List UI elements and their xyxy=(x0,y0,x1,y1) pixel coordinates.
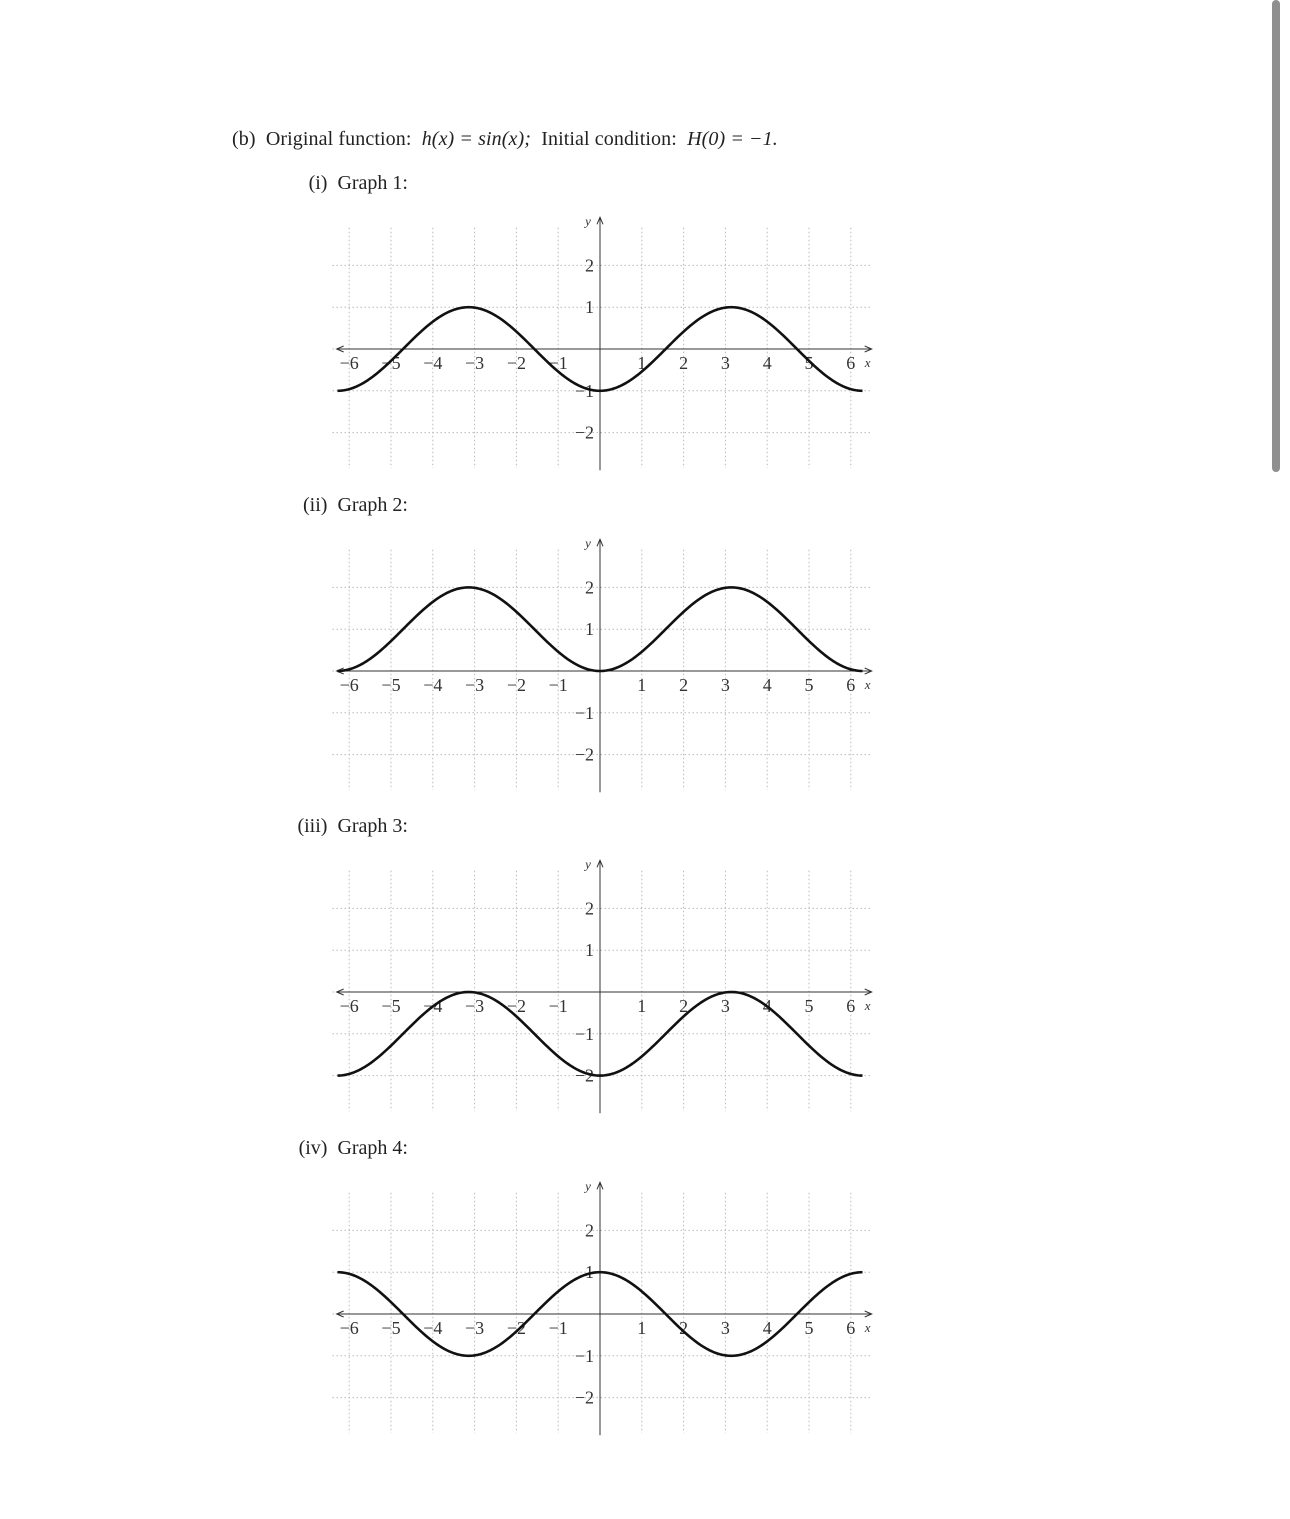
graph-1 xyxy=(320,210,880,480)
x-tick-label: 1 xyxy=(637,996,647,1016)
x-tick-label: −4 xyxy=(423,1318,443,1338)
x-tick-label: 5 xyxy=(804,675,814,695)
x-tick-label: −1 xyxy=(548,996,568,1016)
x-tick-label: 3 xyxy=(720,1318,730,1338)
x-tick-label: 2 xyxy=(679,1318,689,1338)
x-tick-label: 5 xyxy=(804,353,814,373)
x-tick-label: −4 xyxy=(423,353,443,373)
x-tick-label: −2 xyxy=(506,675,526,695)
vertical-scrollbar[interactable] xyxy=(1272,0,1280,472)
x-tick-label: −2 xyxy=(506,996,526,1016)
condition-prefix: Initial condition: xyxy=(541,128,677,150)
graph-1-svg xyxy=(320,210,880,480)
condition-expression: H(0) = −1. xyxy=(687,128,778,150)
graph-4-title: Graph 4: xyxy=(337,1137,408,1159)
y-tick-label: 2 xyxy=(585,577,594,598)
graph-4-label: (iv) xyxy=(298,1137,328,1159)
y-tick-label: −2 xyxy=(574,744,594,765)
y-tick-label: −1 xyxy=(574,1345,594,1366)
y-axis-label: y xyxy=(585,856,591,872)
y-tick-label: −2 xyxy=(574,422,594,443)
graph-3 xyxy=(320,853,880,1123)
graph-2-svg xyxy=(320,532,880,802)
graph-1-label: (i) xyxy=(308,172,328,194)
x-tick-label: −3 xyxy=(465,675,485,695)
y-tick-label: 1 xyxy=(585,940,594,961)
problem-statement xyxy=(232,128,778,151)
x-tick-label: 3 xyxy=(720,675,730,695)
y-tick-label: −2 xyxy=(574,1387,594,1408)
graph-3-heading xyxy=(278,815,408,838)
x-tick-label: 1 xyxy=(637,675,647,695)
graph-2 xyxy=(320,532,880,802)
y-tick-label: 2 xyxy=(585,898,594,919)
graph-3-label: (iii) xyxy=(297,815,328,837)
x-tick-label: 4 xyxy=(762,996,772,1016)
x-tick-label: −4 xyxy=(423,996,443,1016)
graph-2-label: (ii) xyxy=(303,494,328,516)
problem-text-prefix: Original function: xyxy=(265,128,412,150)
x-tick-label: −2 xyxy=(506,353,526,373)
y-tick-label: −1 xyxy=(574,380,594,401)
x-axis-label: x xyxy=(864,1320,871,1335)
graph-2-heading xyxy=(278,494,408,517)
y-tick-label: −2 xyxy=(574,1065,594,1086)
x-tick-label: −6 xyxy=(339,996,359,1016)
x-tick-label: 4 xyxy=(762,353,772,373)
x-tick-label: −5 xyxy=(381,675,401,695)
graph-4-svg xyxy=(320,1175,880,1445)
y-tick-label: 1 xyxy=(585,619,594,640)
graph-3-title: Graph 3: xyxy=(337,815,408,837)
x-tick-label: −2 xyxy=(506,1318,526,1338)
x-tick-label: 2 xyxy=(679,996,689,1016)
graph-4 xyxy=(320,1175,880,1445)
x-tick-label: 3 xyxy=(720,353,730,373)
y-tick-label: 1 xyxy=(585,1262,594,1283)
x-tick-label: 4 xyxy=(762,1318,772,1338)
y-axis-label: y xyxy=(585,535,591,551)
x-tick-label: −1 xyxy=(548,675,568,695)
x-tick-label: −6 xyxy=(339,353,359,373)
x-tick-label: 2 xyxy=(679,675,689,695)
y-tick-label: 2 xyxy=(585,255,594,276)
x-tick-label: −1 xyxy=(548,1318,568,1338)
x-tick-label: 6 xyxy=(846,1318,856,1338)
graph-1-heading xyxy=(278,172,408,195)
x-tick-label: 5 xyxy=(804,1318,814,1338)
y-axis-label: y xyxy=(585,1178,591,1194)
graph-2-title: Graph 2: xyxy=(337,494,408,516)
x-tick-label: −5 xyxy=(381,1318,401,1338)
x-tick-label: 1 xyxy=(637,353,647,373)
y-tick-label: 2 xyxy=(585,1220,594,1241)
x-tick-label: −5 xyxy=(381,353,401,373)
problem-label: (b) xyxy=(232,128,256,150)
x-tick-label: −4 xyxy=(423,675,443,695)
function-expression: h(x) = sin(x); xyxy=(421,128,531,150)
x-tick-label: 1 xyxy=(637,1318,647,1338)
x-tick-label: −3 xyxy=(465,1318,485,1338)
x-tick-label: −3 xyxy=(465,996,485,1016)
x-tick-label: 2 xyxy=(679,353,689,373)
y-axis-label: y xyxy=(585,213,591,229)
x-tick-label: 4 xyxy=(762,675,772,695)
graph-3-svg xyxy=(320,853,880,1123)
x-tick-label: −1 xyxy=(548,353,568,373)
x-tick-label: 3 xyxy=(720,996,730,1016)
x-tick-label: 6 xyxy=(846,996,856,1016)
x-tick-label: 5 xyxy=(804,996,814,1016)
x-tick-label: 6 xyxy=(846,675,856,695)
x-tick-label: −6 xyxy=(339,675,359,695)
y-tick-label: 1 xyxy=(585,297,594,318)
x-tick-label: −3 xyxy=(465,353,485,373)
graph-1-title: Graph 1: xyxy=(337,172,408,194)
y-tick-label: −1 xyxy=(574,1023,594,1044)
graph-4-heading xyxy=(278,1137,408,1160)
x-axis-label: x xyxy=(864,355,871,370)
y-tick-label: −1 xyxy=(574,702,594,723)
x-tick-label: 6 xyxy=(846,353,856,373)
x-axis-label: x xyxy=(864,998,871,1013)
x-tick-label: −6 xyxy=(339,1318,359,1338)
x-tick-label: −5 xyxy=(381,996,401,1016)
x-axis-label: x xyxy=(864,677,871,692)
